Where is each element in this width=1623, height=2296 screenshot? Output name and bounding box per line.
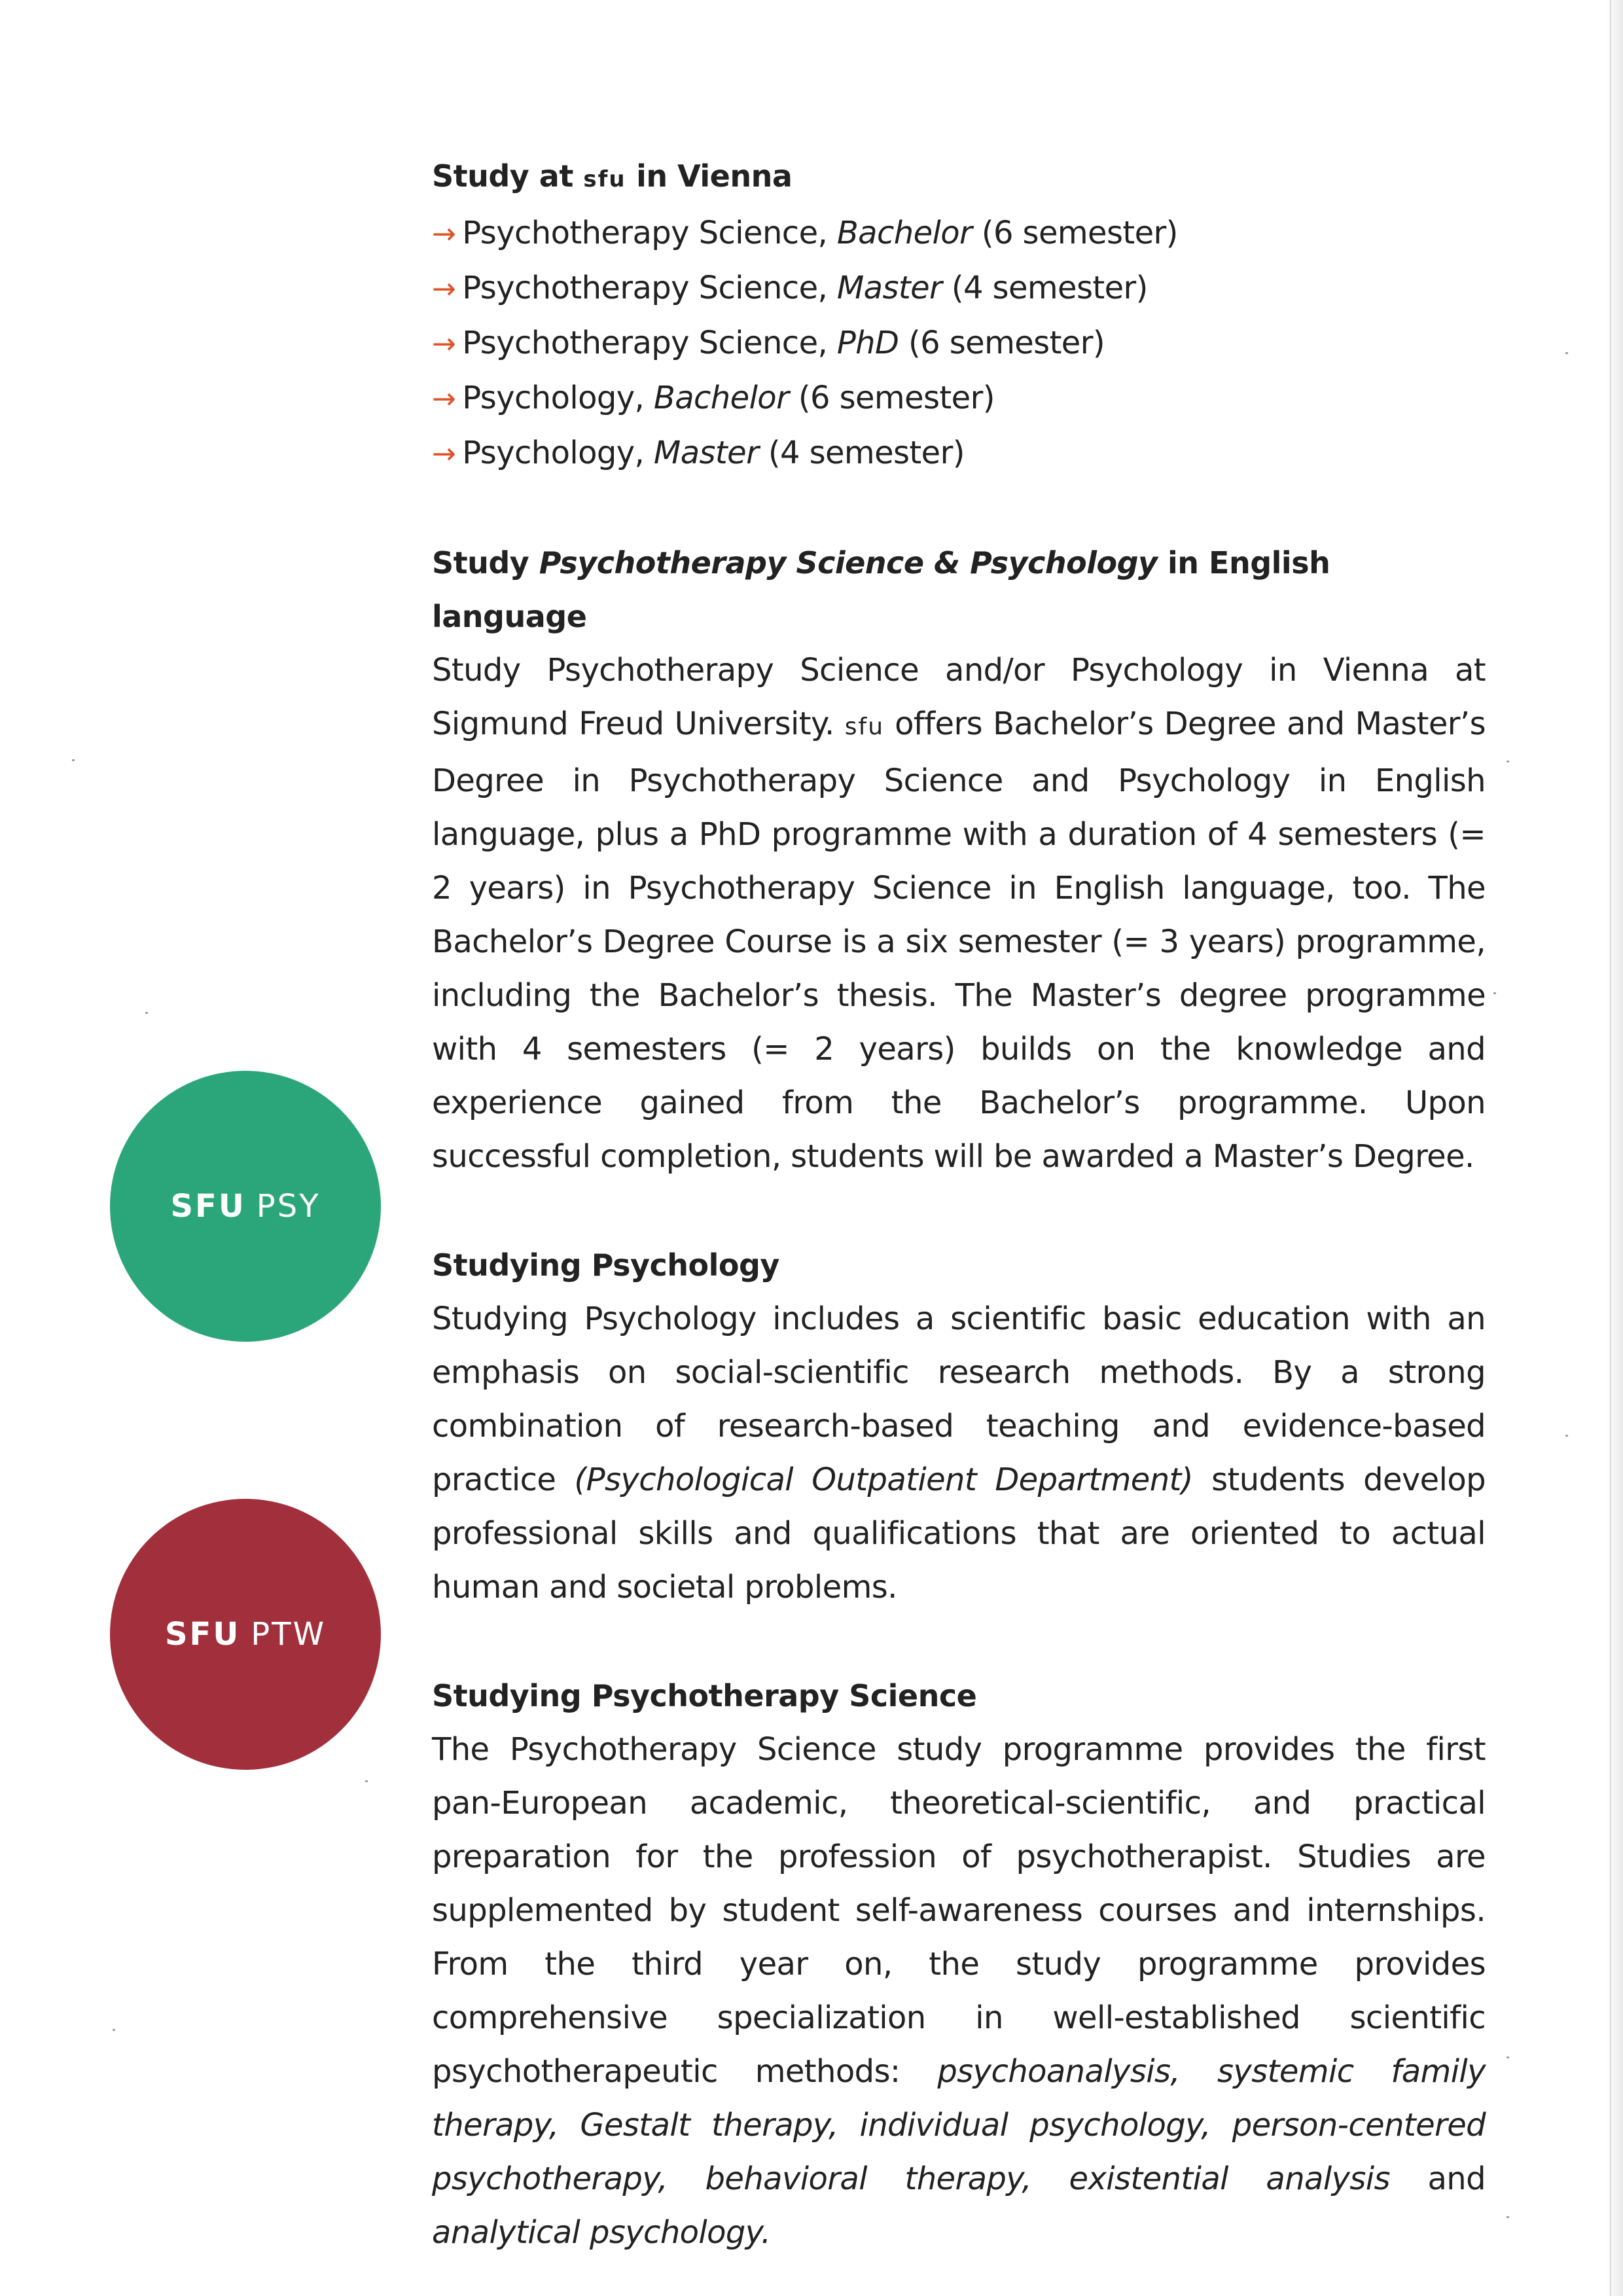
studying-psychotherapy-section: [432, 1669, 1486, 2259]
course-list: [432, 206, 1486, 481]
english-language-section: [432, 536, 1486, 1183]
course-duration: (4 semester): [758, 435, 965, 471]
course-duration: (6 semester): [972, 215, 1178, 251]
paragraph-text: offers Bachelor’s Degree and Master’s Degree in Psychotherapy Science and Psychology in English language, plus a PhD programme with a duration of 4 semesters (= 2 years) in Psychotherapy Science in English language, too. The Bachelor’s Degree Course is a six semester (= 3 years) programme, including the Bachelor’s thesis. The Master’s degree programme with 4 semesters (= 2 years) builds on the knowledge and experience gained from the Bachelor’s programme. Upon successful completion, students will be awarded a Master’s Degree.: [432, 706, 1486, 1175]
paragraph-emphasis: analytical psychology.: [432, 2214, 771, 2251]
course-duration: (6 semester): [899, 325, 1105, 361]
course-item: [432, 426, 1486, 481]
document-body: [432, 149, 1486, 2259]
scan-speck: [1493, 992, 1496, 994]
arrow-right-icon: →: [432, 217, 456, 251]
course-duration: (6 semester): [789, 380, 995, 416]
section-heading-psychotherapy: Studying Psychotherapy Science: [432, 1678, 977, 1713]
badge-ptw-bold: SFU: [164, 1616, 241, 1653]
scan-speck: [145, 1012, 148, 1014]
arrow-right-icon: →: [432, 272, 456, 306]
english-language-paragraph: [432, 643, 1486, 1183]
heading-text: Study: [432, 545, 539, 581]
heading-text: in English language: [432, 545, 1330, 634]
course-subject: Psychology,: [462, 435, 654, 471]
arrow-right-icon: →: [432, 437, 456, 471]
sfu-psy-badge: [110, 1071, 381, 1342]
course-item: [432, 261, 1486, 316]
study-in-vienna-section: [432, 149, 1486, 481]
course-subject: Psychology,: [462, 380, 654, 416]
course-subject: Psychotherapy Science,: [462, 215, 837, 251]
course-degree: PhD: [836, 325, 899, 361]
paragraph-text: and: [1389, 2161, 1486, 2197]
scan-speck: [1565, 1435, 1568, 1437]
course-item: [432, 206, 1486, 261]
arrow-right-icon: →: [432, 382, 456, 416]
course-subject: Psychotherapy Science,: [462, 325, 837, 361]
badge-psy-bold: SFU: [170, 1188, 246, 1225]
course-degree: Master: [653, 435, 759, 471]
paragraph-text: Studying Psychology includes a scientific basic education with an emphasis on social-scientific research methods. By a strong combination of research-based teaching and evidence-based practice: [432, 1300, 1486, 1498]
paragraph-abbr: sfu: [844, 713, 885, 740]
scan-speck: [365, 1780, 368, 1782]
course-degree: Bachelor: [653, 380, 789, 416]
section-heading-vienna: [432, 149, 1486, 206]
paragraph-text: students develop professional skills and qualifications that are oriented to actual human and societal problems.: [432, 1462, 1486, 1605]
course-degree: Master: [836, 270, 942, 306]
sfu-ptw-badge: [110, 1499, 381, 1770]
heading-text: in Vienna: [626, 158, 793, 194]
section-heading-psychology: Studying Psychology: [432, 1247, 779, 1283]
paragraph-emphasis: (Psychological Outpatient Department): [574, 1462, 1193, 1498]
badge-ptw-light: PTW: [251, 1616, 327, 1653]
badge-psy-light: PSY: [256, 1188, 321, 1225]
section-heading-english: [432, 536, 1486, 643]
scan-speck: [113, 2029, 115, 2031]
page-edge: [1606, 0, 1623, 2296]
heading-emphasis: Psychotherapy Science & Psychology: [539, 545, 1158, 581]
heading-text: Study at: [432, 158, 584, 194]
paragraph-emphasis: psychoanalysis, systemic family therapy, Gestalt therapy, individual psychology, person-centered psychotherapy, behavioral therapy, existential analysis: [432, 2053, 1486, 2197]
scan-speck: [1565, 352, 1568, 354]
heading-abbr: sfu: [583, 166, 626, 192]
scan-speck: [1507, 2056, 1509, 2058]
psychology-paragraph: [432, 1292, 1486, 1614]
scan-speck: [72, 759, 75, 761]
scan-speck: [1507, 761, 1509, 762]
course-item: [432, 316, 1486, 371]
course-degree: Bachelor: [836, 215, 972, 251]
course-item: [432, 371, 1486, 426]
paragraph-text: The Psychotherapy Science study programme provides the first pan-European academic, theoretical-scientific, and practical preparation for the profession of psychotherapist. Studies are supplemented by student self-awareness courses and internships. From the third year on, the study programme provides comprehensive specialization in well-established scientific psychotherapeutic methods:: [432, 1731, 1486, 2090]
studying-psychology-section: [432, 1238, 1486, 1614]
course-duration: (4 semester): [942, 270, 1148, 306]
scan-speck: [1507, 2216, 1509, 2218]
paragraph-text: Study Psychotherapy Science and/or Psychology in Vienna at Sigmund Freud University.: [432, 652, 1486, 742]
psychotherapy-paragraph: [432, 1723, 1486, 2259]
arrow-right-icon: →: [432, 327, 456, 361]
course-subject: Psychotherapy Science,: [462, 270, 837, 306]
